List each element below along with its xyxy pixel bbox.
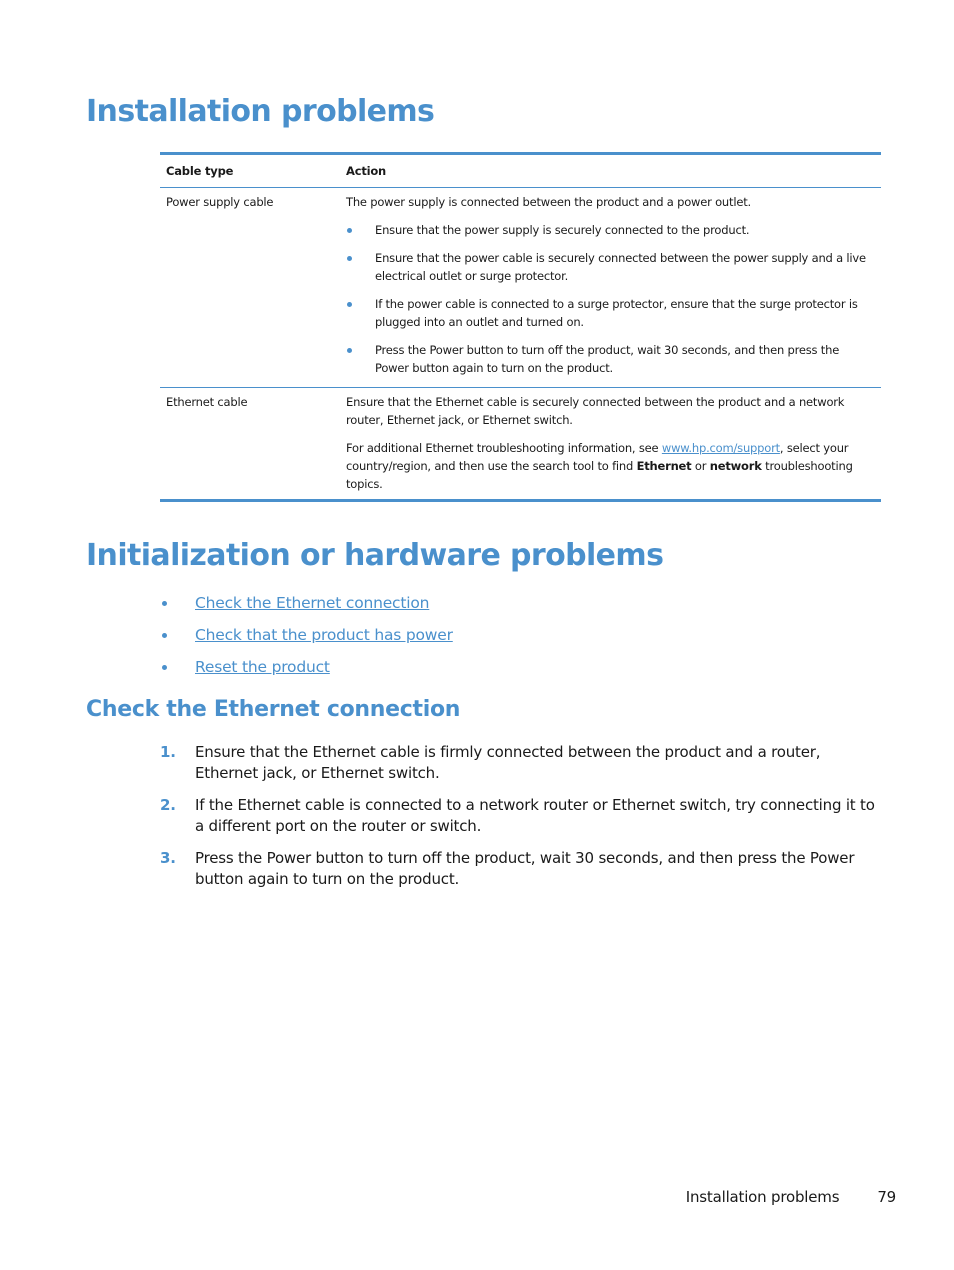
page-footer <box>0 1188 896 1206</box>
page-number: 79 <box>877 1188 896 1206</box>
bullet-icon <box>347 256 352 261</box>
step-text: If the Ethernet cable is connected to a network router or Ethernet switch, try connecting it to a different port on the router or switch. <box>195 796 875 835</box>
initialization-link-list <box>160 592 453 688</box>
bullet-icon <box>347 228 352 233</box>
list-item <box>160 656 453 688</box>
bold-term-network: network <box>709 459 762 473</box>
list-item-text: Press the Power button to turn off the product, wait 30 seconds, and then press the Power button again to turn on the product. <box>375 343 840 375</box>
action-paragraph: Ensure that the Ethernet cable is securely connected between the product and a network router, Ethernet jack, or Ethernet switch. <box>346 395 845 427</box>
bullet-icon <box>162 633 167 638</box>
step-item <box>160 742 880 784</box>
step-number: 2. <box>160 796 176 814</box>
step-item <box>160 848 880 890</box>
cable-type-cell: Power supply cable <box>166 195 274 209</box>
list-item <box>160 592 453 624</box>
step-number: 3. <box>160 849 176 867</box>
action-cell <box>346 188 881 387</box>
column-header-action: Action <box>346 164 387 178</box>
text-segment: troubleshooting topics. <box>346 459 853 491</box>
check-ethernet-heading: Check the Ethernet connection <box>86 697 461 722</box>
bullet-icon <box>162 665 167 670</box>
initialization-problems-heading: Initialization or hardware problems <box>86 538 664 573</box>
link-check-ethernet-connection[interactable]: Check the Ethernet connection <box>195 594 430 612</box>
list-item-text: Ensure that the power supply is securely connected to the product. <box>375 223 750 237</box>
list-item <box>346 341 875 377</box>
table-row <box>160 188 881 388</box>
bold-term-ethernet: Ethernet <box>636 459 692 473</box>
list-item <box>346 221 875 239</box>
action-paragraph-more-info <box>346 439 875 493</box>
step-number: 1. <box>160 743 176 761</box>
footer-section-title: Installation problems <box>685 1188 840 1206</box>
text-segment: For additional Ethernet troubleshooting information, see <box>346 441 662 455</box>
table-header-row <box>160 155 881 188</box>
link-check-product-power[interactable]: Check that the product has power <box>195 626 453 644</box>
column-header-cable-type: Cable type <box>166 164 234 178</box>
installation-problems-heading: Installation problems <box>86 94 435 129</box>
list-item-text: Ensure that the power cable is securely connected between the power supply and a live electrical outlet or surge protector. <box>375 251 866 283</box>
cable-type-cell: Ethernet cable <box>166 395 248 409</box>
cable-troubleshooting-table <box>160 152 881 502</box>
bullet-icon <box>162 601 167 606</box>
hp-support-link[interactable]: www.hp.com/support <box>661 441 780 455</box>
step-item <box>160 795 880 837</box>
bullet-icon <box>347 348 352 353</box>
list-item <box>160 624 453 656</box>
list-item-text: If the power cable is connected to a surge protector, ensure that the surge protector is plugged into an outlet and turned on. <box>375 297 858 329</box>
ethernet-steps-list <box>160 742 880 901</box>
step-text: Ensure that the Ethernet cable is firmly connected between the product and a router, Ethernet jack, or Ethernet switch. <box>195 743 821 782</box>
text-segment: or <box>691 459 710 473</box>
table-row <box>160 388 881 499</box>
list-item <box>346 249 875 285</box>
list-item <box>346 295 875 331</box>
link-reset-product[interactable]: Reset the product <box>195 658 330 676</box>
step-text: Press the Power button to turn off the product, wait 30 seconds, and then press the Power button again to turn on the product. <box>195 849 855 888</box>
action-intro: The power supply is connected between the product and a power outlet. <box>346 195 751 209</box>
text-segment: , select your country/region, and then use the search tool to find <box>346 441 849 473</box>
action-bullet-list <box>346 221 875 377</box>
action-cell <box>346 388 881 499</box>
bullet-icon <box>347 302 352 307</box>
